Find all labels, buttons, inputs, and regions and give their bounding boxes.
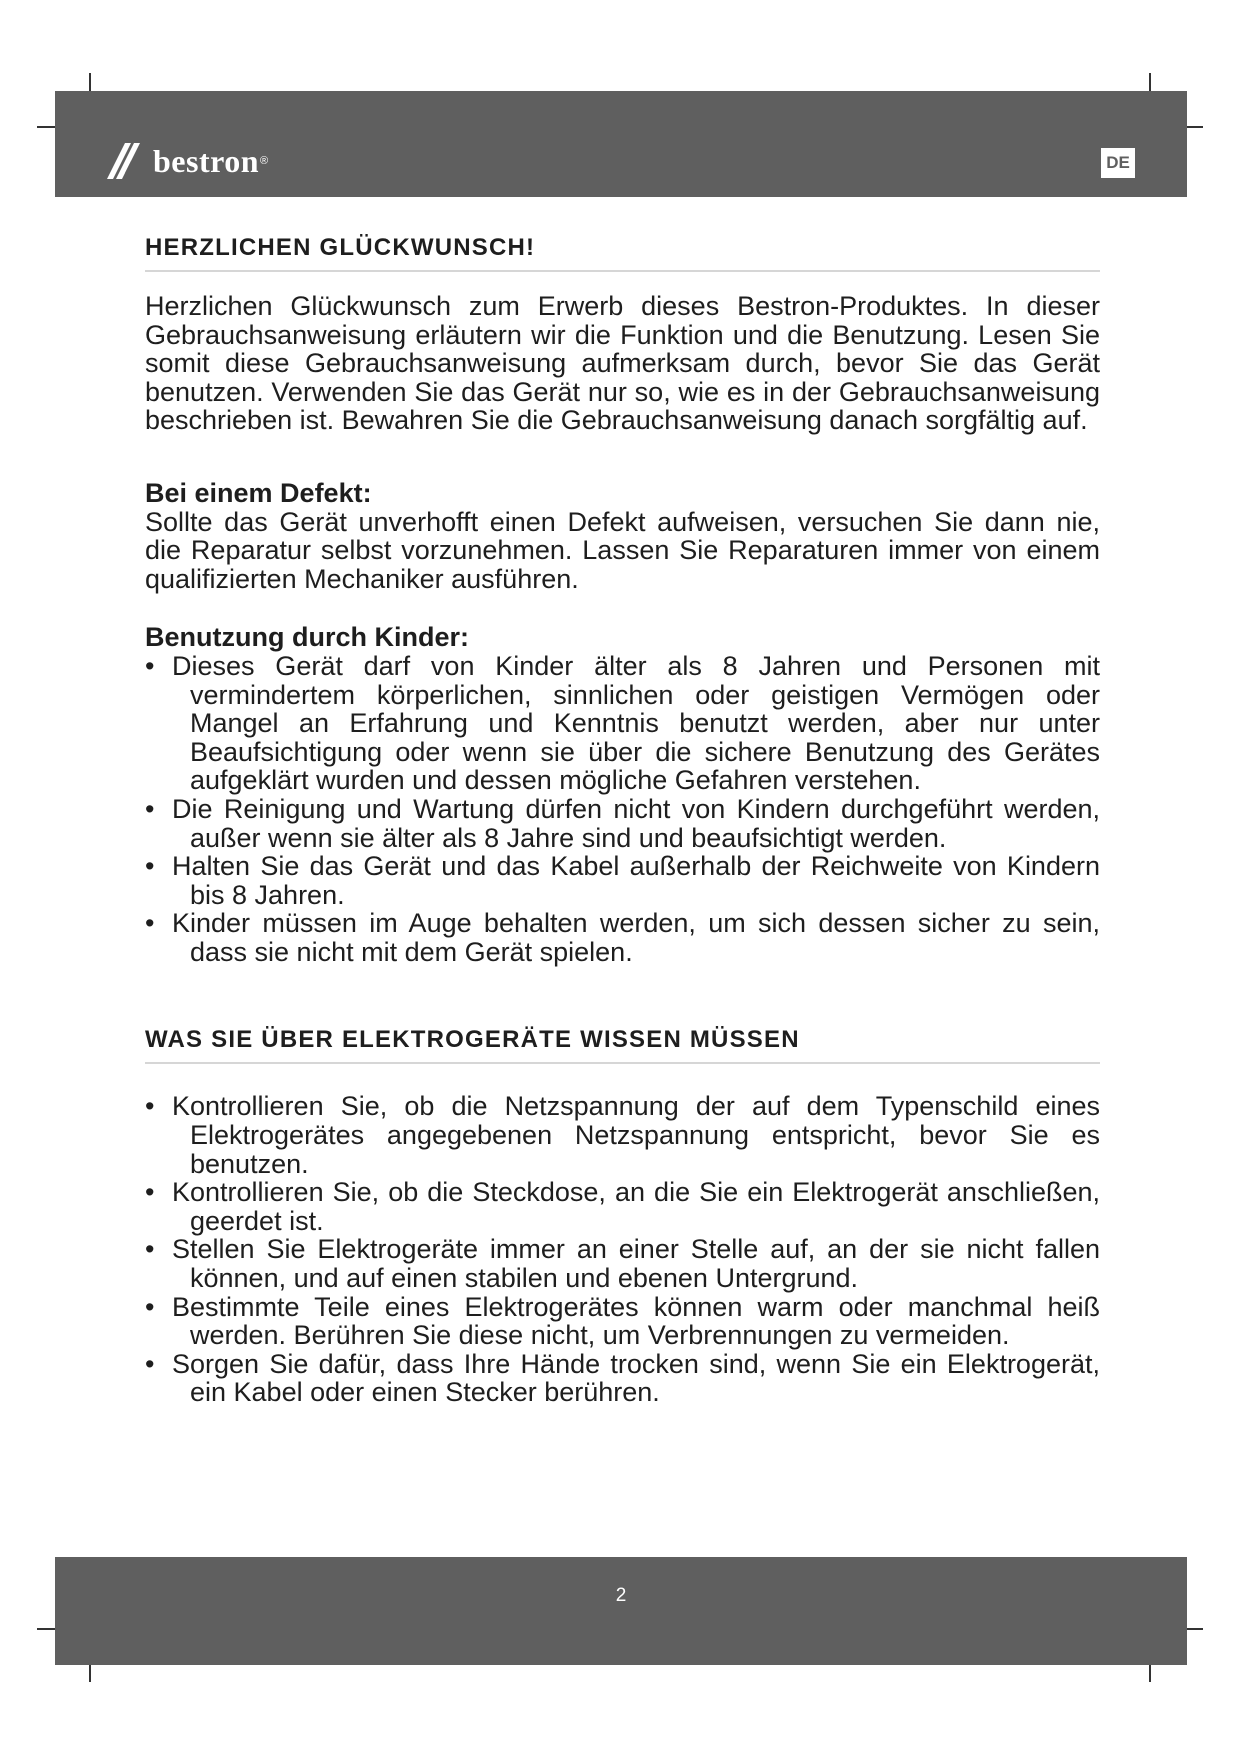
bestron-chevron-icon: [107, 139, 149, 183]
list-item: • Sorgen Sie dafür, dass Ihre Hände trocken sind, wenn Sie ein Elektrogerät, ein Kabel oder einen Stecker berühren.: [145, 1348, 1100, 1408]
electrical-list: [145, 1092, 1100, 1407]
list-item: • Kontrollieren Sie, ob die Steckdose, an die Sie ein Elektrogerät anschließen, geerdet ist.: [145, 1177, 1100, 1236]
section-title-electrical: WAS SIE ÜBER ELEKTROGERÄTE WISSEN MÜSSEN: [145, 1020, 1100, 1064]
defect-heading: Bei einem Defekt:: [145, 477, 372, 508]
brand-logo: [107, 139, 268, 183]
page-content: [145, 228, 1100, 1407]
list-item: • Die Reinigung und Wartung dürfen nicht von Kindern durchgeführt werden, außer wenn sie älter als 8 Jahre sind und beaufsichtigt werden.: [145, 793, 1100, 853]
section-title-congratulations: HERZLICHEN GLÜCKWUNSCH!: [145, 228, 1100, 272]
defect-paragraph: Sollte das Gerät unverhofft einen Defekt aufweisen, versuchen Sie dann nie, die Reparatur selbst vorzunehmen. Lassen Sie Reparaturen immer von einem qualifizierten Mechaniker ausführen.: [145, 506, 1100, 594]
list-item: • Bestimmte Teile eines Elektrogerätes können warm oder manchmal heiß werden. Berühren Sie diese nicht, um Verbrennungen zu vermeiden.: [145, 1291, 1100, 1351]
children-heading: Benutzung durch Kinder:: [145, 622, 469, 653]
footer-bar: [55, 1557, 1187, 1665]
brand-name: bestron: [153, 143, 260, 179]
intro-paragraph: Herzlichen Glückwunsch zum Erwerb dieses Bestron-Produktes. In dieser Gebrauchsanweisung erläutern wir die Funktion und die Benutzung. Lesen Sie somit diese Gebrauchsanweisung aufmerksam durch, bevor Sie das Gerät benutzen. Verwenden Sie das Gerät nur so, wie es in der Gebrauchsanweisung beschrieben ist. Bewahren Sie die Gebrauchsanweisung danach sorgfältig auf.: [145, 291, 1100, 436]
header-bar: [55, 91, 1187, 197]
list-item: • Kontrollieren Sie, ob die Netzspannung der auf dem Typenschild eines Elektrogerätes angegebenen Netzspannung entspricht, bevor Sie es benutzen.: [145, 1091, 1100, 1179]
list-item: • Dieses Gerät darf von Kinder älter als 8 Jahren und Personen mit vermindertem körperlichen, sinnlichen oder geistigen Vermögen oder Mangel an Erfahrung und Kenntnis benutzt werden, aber nur unter Beaufsichtigung oder wenn sie über die sichere Benutzung des Gerätes aufgeklärt wurden und dessen mögliche Gefahren verstehen.: [145, 650, 1100, 796]
language-badge: DE: [1101, 148, 1135, 178]
page-number: 2: [615, 1585, 627, 1606]
list-item: • Stellen Sie Elektrogeräte immer an einer Stelle auf, an der sie nicht fallen können, und auf einen stabilen und ebenen Untergrund.: [145, 1234, 1100, 1294]
list-item: • Halten Sie das Gerät und das Kabel außerhalb der Reichweite von Kindern bis 8 Jahren.: [145, 851, 1100, 910]
registered-mark: ®: [260, 155, 269, 167]
children-list: [145, 652, 1100, 967]
list-item: • Kinder müssen im Auge behalten werden, um sich dessen sicher zu sein, dass sie nicht mit dem Gerät spielen.: [145, 908, 1100, 967]
